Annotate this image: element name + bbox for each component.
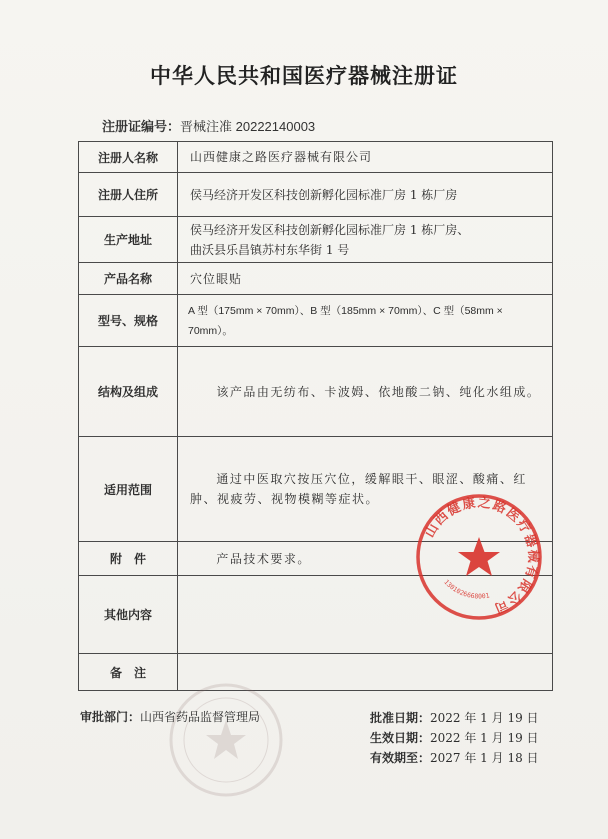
production-address-line2: 曲沃县乐昌镇苏村东华街 1 号 (190, 242, 350, 257)
company-seal-icon (414, 492, 544, 622)
dept-value: 山西省药品监督管理局 (140, 710, 261, 724)
row-label: 产品名称 (79, 263, 178, 295)
attachment-value: 产品技术要求。 (178, 542, 553, 576)
expiry-date-value: 2027 年 1 月 18 日 (430, 751, 539, 765)
svg-text:1301026668001 (442, 578, 490, 600)
row-label: 附 件 (79, 542, 178, 576)
document-title: 中华人民共和国医疗器械注册证 (150, 64, 458, 88)
row-label: 结构及组成 (79, 347, 178, 437)
table-row (79, 295, 553, 347)
registrant-name-value: 山西健康之路医疗器械有限公司 (178, 142, 553, 173)
table-row (79, 654, 553, 691)
registrant-address-value: 侯马经济开发区科技创新孵化园标准厂房 1 栋厂房 (178, 173, 553, 217)
seal-number: 1301026668001 (442, 578, 491, 601)
structure-value: 该产品由无纺布、卡波姆、依地酸二钠、纯化水组成。 (178, 347, 553, 437)
table-row (79, 142, 553, 173)
faded-seal-icon (166, 680, 286, 800)
effective-date-label: 生效日期： (370, 731, 431, 745)
row-label: 注册人名称 (79, 142, 178, 173)
approval-date-label: 批准日期： (370, 711, 431, 725)
row-label: 备 注 (79, 654, 178, 691)
model-spec-value: A 型（175mm × 70mm）、B 型（185mm × 70mm）、C 型（58mm × 70mm）。 (178, 295, 553, 347)
production-address-value (178, 217, 553, 263)
dept-label: 审批部门： (80, 710, 141, 724)
registration-number-label: 注册证编号： (102, 120, 181, 135)
table-row (79, 173, 553, 217)
approval-department (80, 708, 260, 725)
effective-date-value: 2022 年 1 月 19 日 (430, 731, 539, 745)
production-address-line1: 侯马经济开发区科技创新孵化园标准厂房 1 栋厂房、 (190, 222, 470, 237)
table-row (79, 217, 553, 263)
table-row (79, 347, 553, 437)
expiry-date (370, 749, 539, 766)
row-label: 适用范围 (79, 437, 178, 542)
approval-date (370, 709, 539, 726)
scope-value: 通过中医取穴按压穴位，缓解眼干、眼涩、酸痛、红肿、视疲劳、视物模糊等症状。 (178, 437, 553, 542)
seal-text: 山西健康之路医疗器械有限公司 (422, 495, 541, 616)
row-label: 注册人住所 (79, 173, 178, 217)
approval-date-value: 2022 年 1 月 19 日 (430, 711, 539, 725)
expiry-date-label: 有效期至： (370, 751, 431, 765)
row-label: 型号、规格 (79, 295, 178, 347)
effective-date (370, 729, 539, 746)
registration-number (102, 116, 315, 135)
product-name-value: 穴位眼贴 (178, 263, 553, 295)
row-label: 其他内容 (79, 576, 178, 654)
registration-number-value: 晋械注准 20222140003 (180, 119, 316, 134)
table-row (79, 263, 553, 295)
row-label: 生产地址 (79, 217, 178, 263)
